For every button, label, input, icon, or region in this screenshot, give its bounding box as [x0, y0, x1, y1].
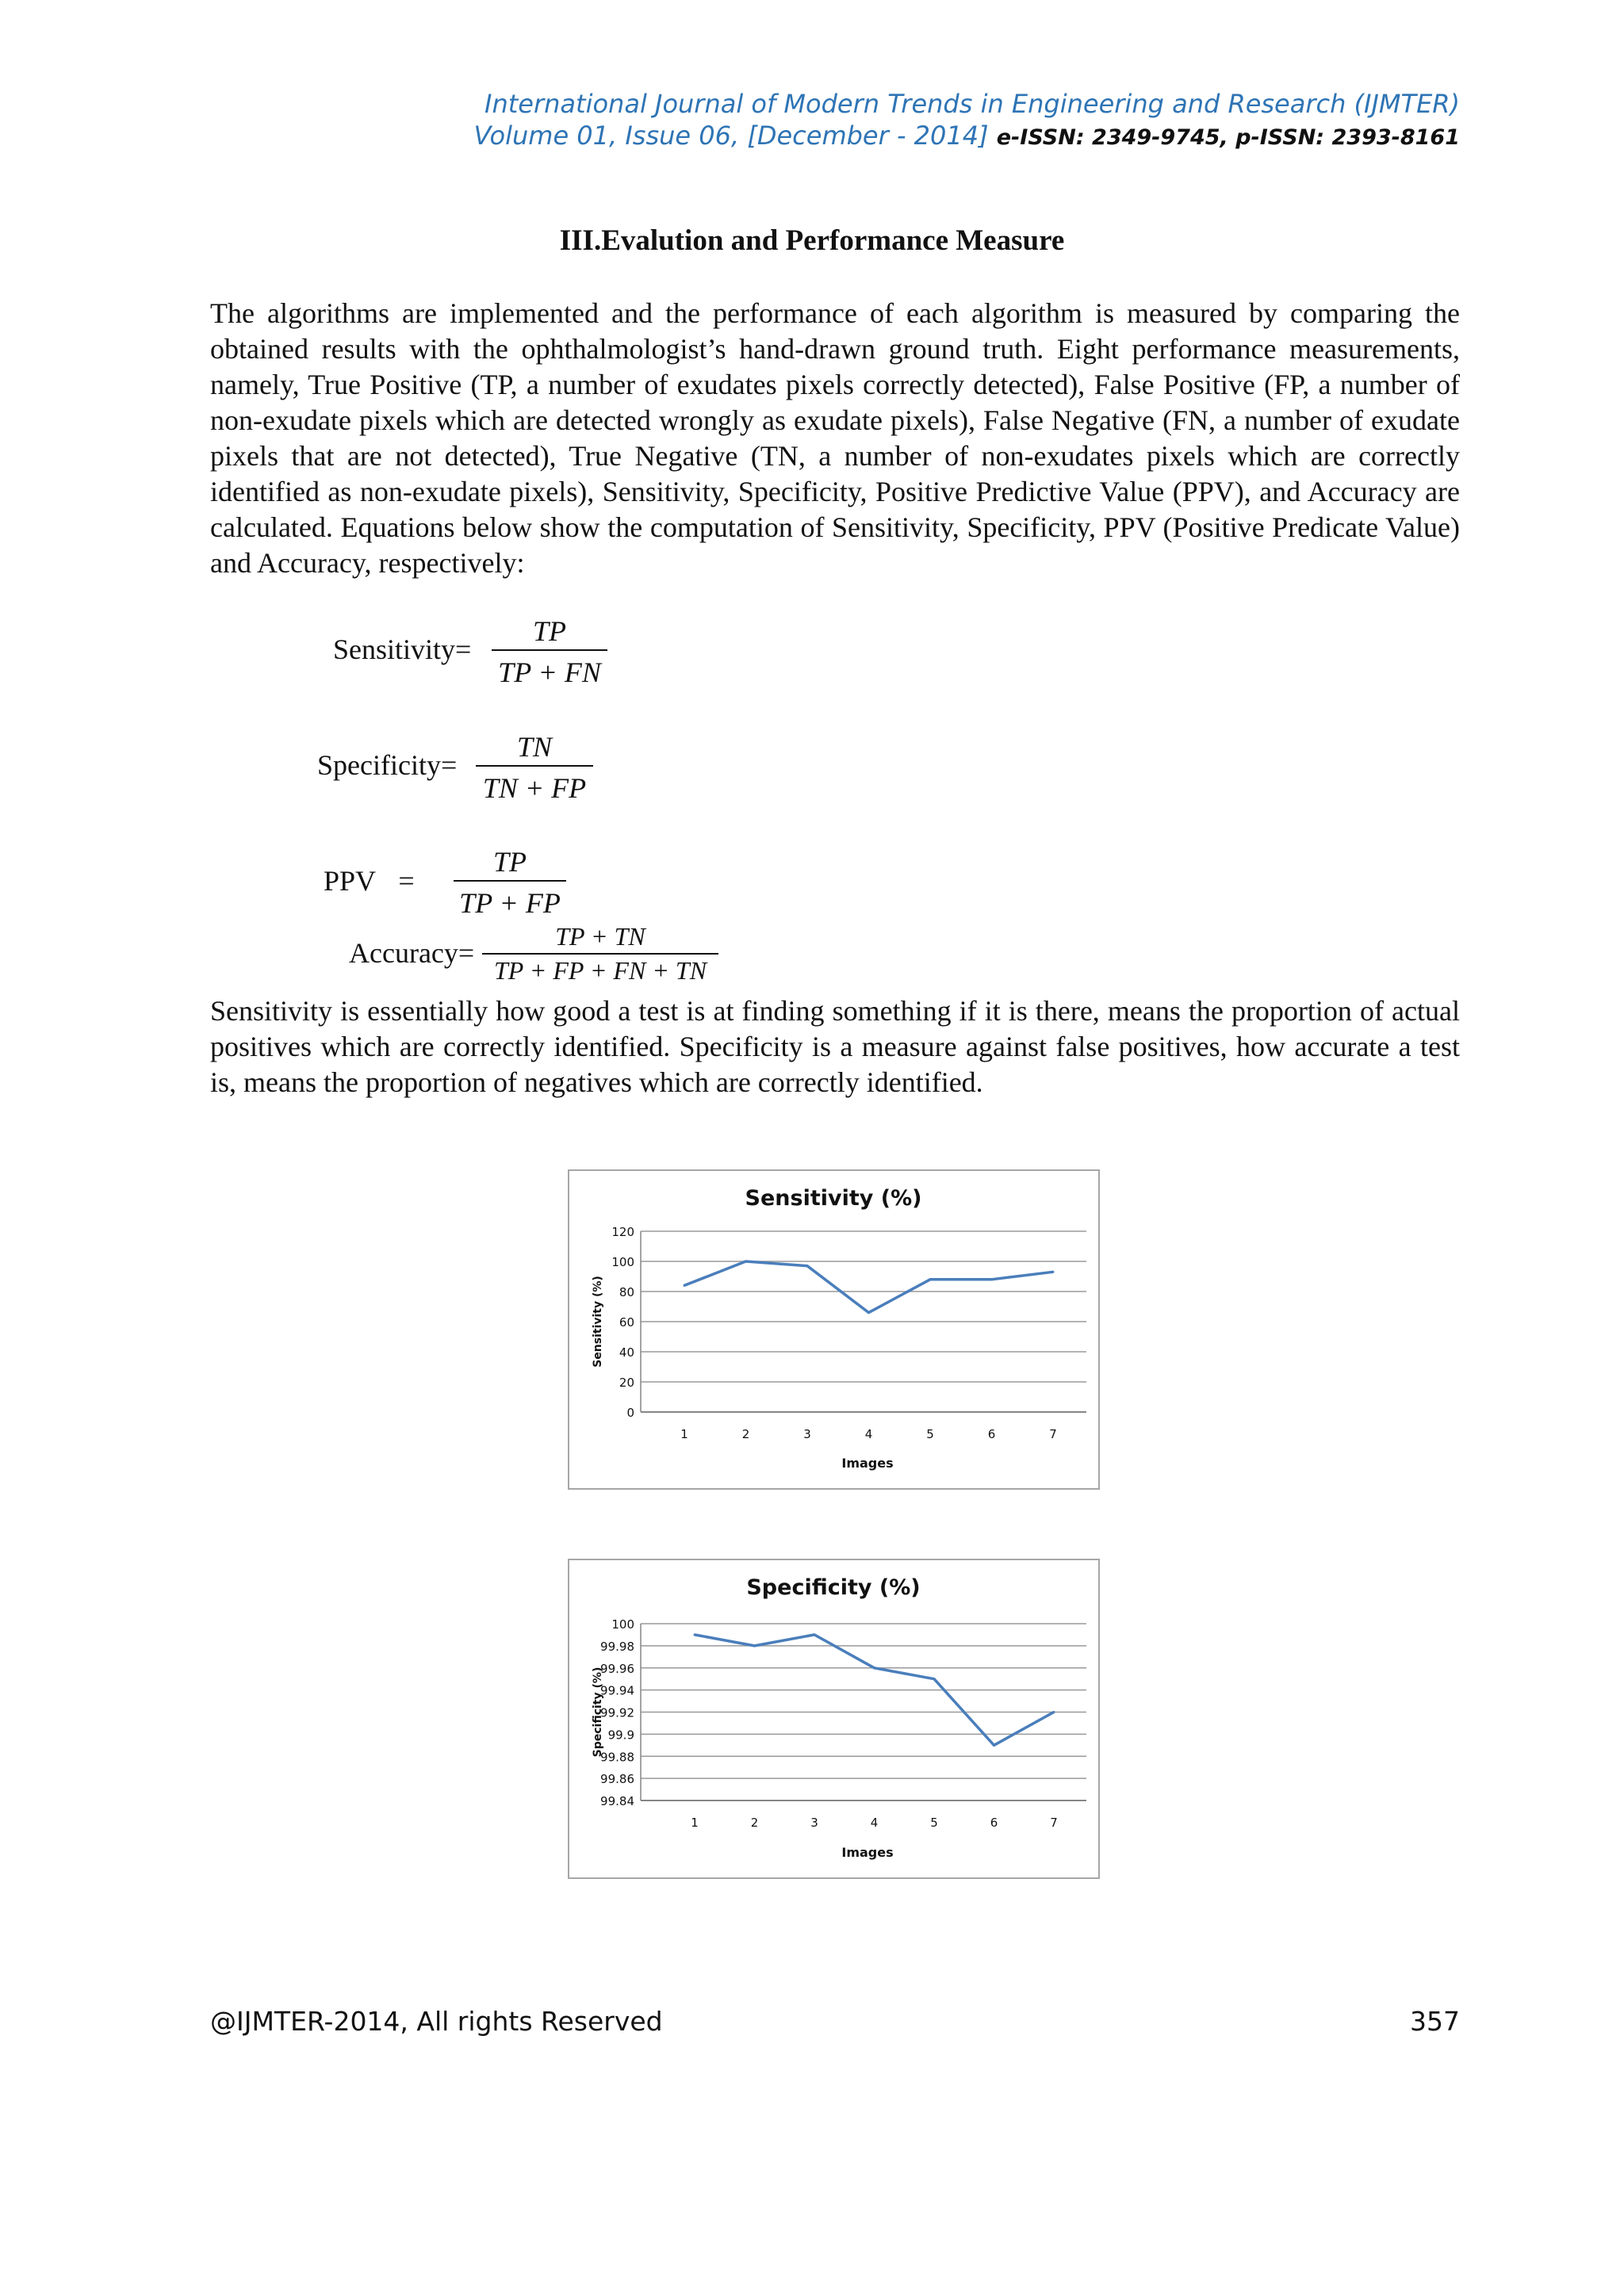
y-axis-label: Specificity (%)	[592, 1667, 604, 1758]
journal-header-line2	[474, 121, 1461, 151]
y-tick-label: 60	[619, 1315, 634, 1330]
x-tick-label: 6	[987, 1427, 996, 1441]
y-tick-label: 99.92	[600, 1705, 634, 1720]
x-tick-label: 4	[870, 1816, 879, 1830]
y-tick-label: 120	[611, 1225, 634, 1239]
y-tick-label: 99.86	[600, 1772, 634, 1787]
data-point	[753, 1644, 756, 1647]
y-tick-label: 20	[619, 1376, 634, 1390]
section-title: III.Evalution and Performance Measure	[559, 224, 1065, 257]
series-line	[684, 1261, 1053, 1313]
equation-label: Sensitivity=	[333, 633, 472, 665]
denominator: TP + FP + FN + TN	[493, 956, 707, 985]
x-tick-label: 3	[803, 1427, 811, 1441]
x-tick-label: 1	[680, 1427, 688, 1441]
numerator: TN	[516, 731, 553, 763]
y-tick-label: 99.96	[600, 1661, 634, 1676]
fraction	[454, 845, 566, 920]
denominator: TN + FP	[482, 772, 587, 804]
y-tick-label: 0	[626, 1406, 634, 1420]
x-tick-label: 4	[864, 1427, 873, 1441]
x-tick-label: 1	[691, 1816, 699, 1830]
numerator: TP	[532, 615, 566, 647]
numerator: TP	[492, 846, 527, 878]
data-point	[990, 1278, 993, 1280]
fraction	[482, 922, 718, 985]
y-tick-label: 99.98	[600, 1639, 634, 1654]
y-axis-label: Sensitivity (%)	[592, 1276, 604, 1368]
footer-copyright: @IJMTER-2014, All rights Reserved	[210, 2006, 663, 2037]
equation-label: Accuracy=	[349, 937, 475, 969]
data-point	[873, 1667, 875, 1669]
journal-volume: Volume 01, Issue 06, [December - 2014]	[473, 121, 989, 151]
y-tick-label: 80	[619, 1285, 634, 1299]
data-point	[933, 1678, 936, 1680]
journal-header-line1: International Journal of Modern Trends in Engineering and Research (IJMTER)	[485, 89, 1460, 119]
fraction	[492, 614, 607, 689]
sensitivity-chart-svg	[569, 1171, 1098, 1488]
data-point	[684, 1284, 686, 1287]
x-tick-label: 6	[990, 1816, 998, 1830]
equation-label: PPV =	[324, 865, 415, 897]
x-axis-label: Images	[841, 1845, 894, 1860]
y-tick-label: 99.88	[600, 1750, 634, 1765]
chart-title: Specificity (%)	[746, 1575, 921, 1600]
data-point	[806, 1265, 809, 1267]
chart-title: Sensitivity (%)	[745, 1186, 922, 1211]
numerator: TP + TN	[555, 922, 645, 951]
sensitivity-chart	[568, 1169, 1100, 1490]
data-point	[993, 1744, 995, 1747]
paragraph-1: The algorithms are implemented and the performance of each algorithm is measured by comparing the obtained results with the ophthalmologist’s hand-drawn ground truth. Eight performance measurements, namely, True Positive (TP, a number of exudates pixels correctly detected), False Positive (FP, a number of non-exudate pixels which are detected wrongly as exudate pixels), False Negative (FN, a number of exudate pixels that are not detected), True Negative (TN, a number of non-exudates pixels which are correctly identified as non-exudate pixels), Sensitivity, Specificity, Positive Predictive Value (PPV), and Accuracy are calculated. Equations below show the computation of Sensitivity, Specificity, PPV (Positive Predicate Value) and Accuracy, respectively:	[210, 297, 1460, 579]
specificity-chart-svg	[569, 1560, 1098, 1877]
x-tick-label: 5	[926, 1427, 934, 1441]
paragraph-2: Sensitivity is essentially how good a test is at finding something if it is there, means the proportion of actual positives which are correctly identified. Specificity is a measure against false positives, how accurate a test is, means the proportion of negatives which are correctly identified.	[210, 995, 1460, 1098]
specificity-chart	[568, 1559, 1100, 1879]
denominator: TP + FN	[498, 656, 601, 688]
y-tick-label: 100	[611, 1617, 634, 1632]
journal-issn: e-ISSN: 2349-9745, p-ISSN: 2393-8161	[996, 125, 1460, 150]
y-tick-label: 99.94	[600, 1683, 634, 1698]
data-point	[745, 1261, 747, 1263]
x-tick-label: 5	[930, 1816, 938, 1830]
x-tick-label: 7	[1049, 1427, 1057, 1441]
data-point	[1053, 1711, 1055, 1713]
fraction	[476, 730, 593, 805]
denominator: TP + FP	[459, 887, 561, 919]
x-tick-label: 2	[741, 1427, 750, 1441]
x-tick-label: 3	[810, 1816, 818, 1830]
data-point	[694, 1633, 696, 1636]
page-number: 357	[1410, 2006, 1460, 2037]
x-tick-label: 7	[1050, 1816, 1058, 1830]
data-point	[814, 1633, 816, 1636]
equation-label: Specificity=	[317, 749, 458, 781]
x-axis-label: Images	[841, 1456, 894, 1471]
y-tick-label: 99.9	[607, 1728, 634, 1743]
y-tick-label: 99.84	[600, 1794, 634, 1808]
data-point	[868, 1311, 870, 1314]
y-tick-label: 100	[611, 1255, 634, 1269]
x-tick-label: 2	[750, 1816, 759, 1830]
data-point	[1052, 1271, 1055, 1273]
y-tick-label: 40	[619, 1345, 634, 1360]
data-point	[929, 1278, 932, 1280]
